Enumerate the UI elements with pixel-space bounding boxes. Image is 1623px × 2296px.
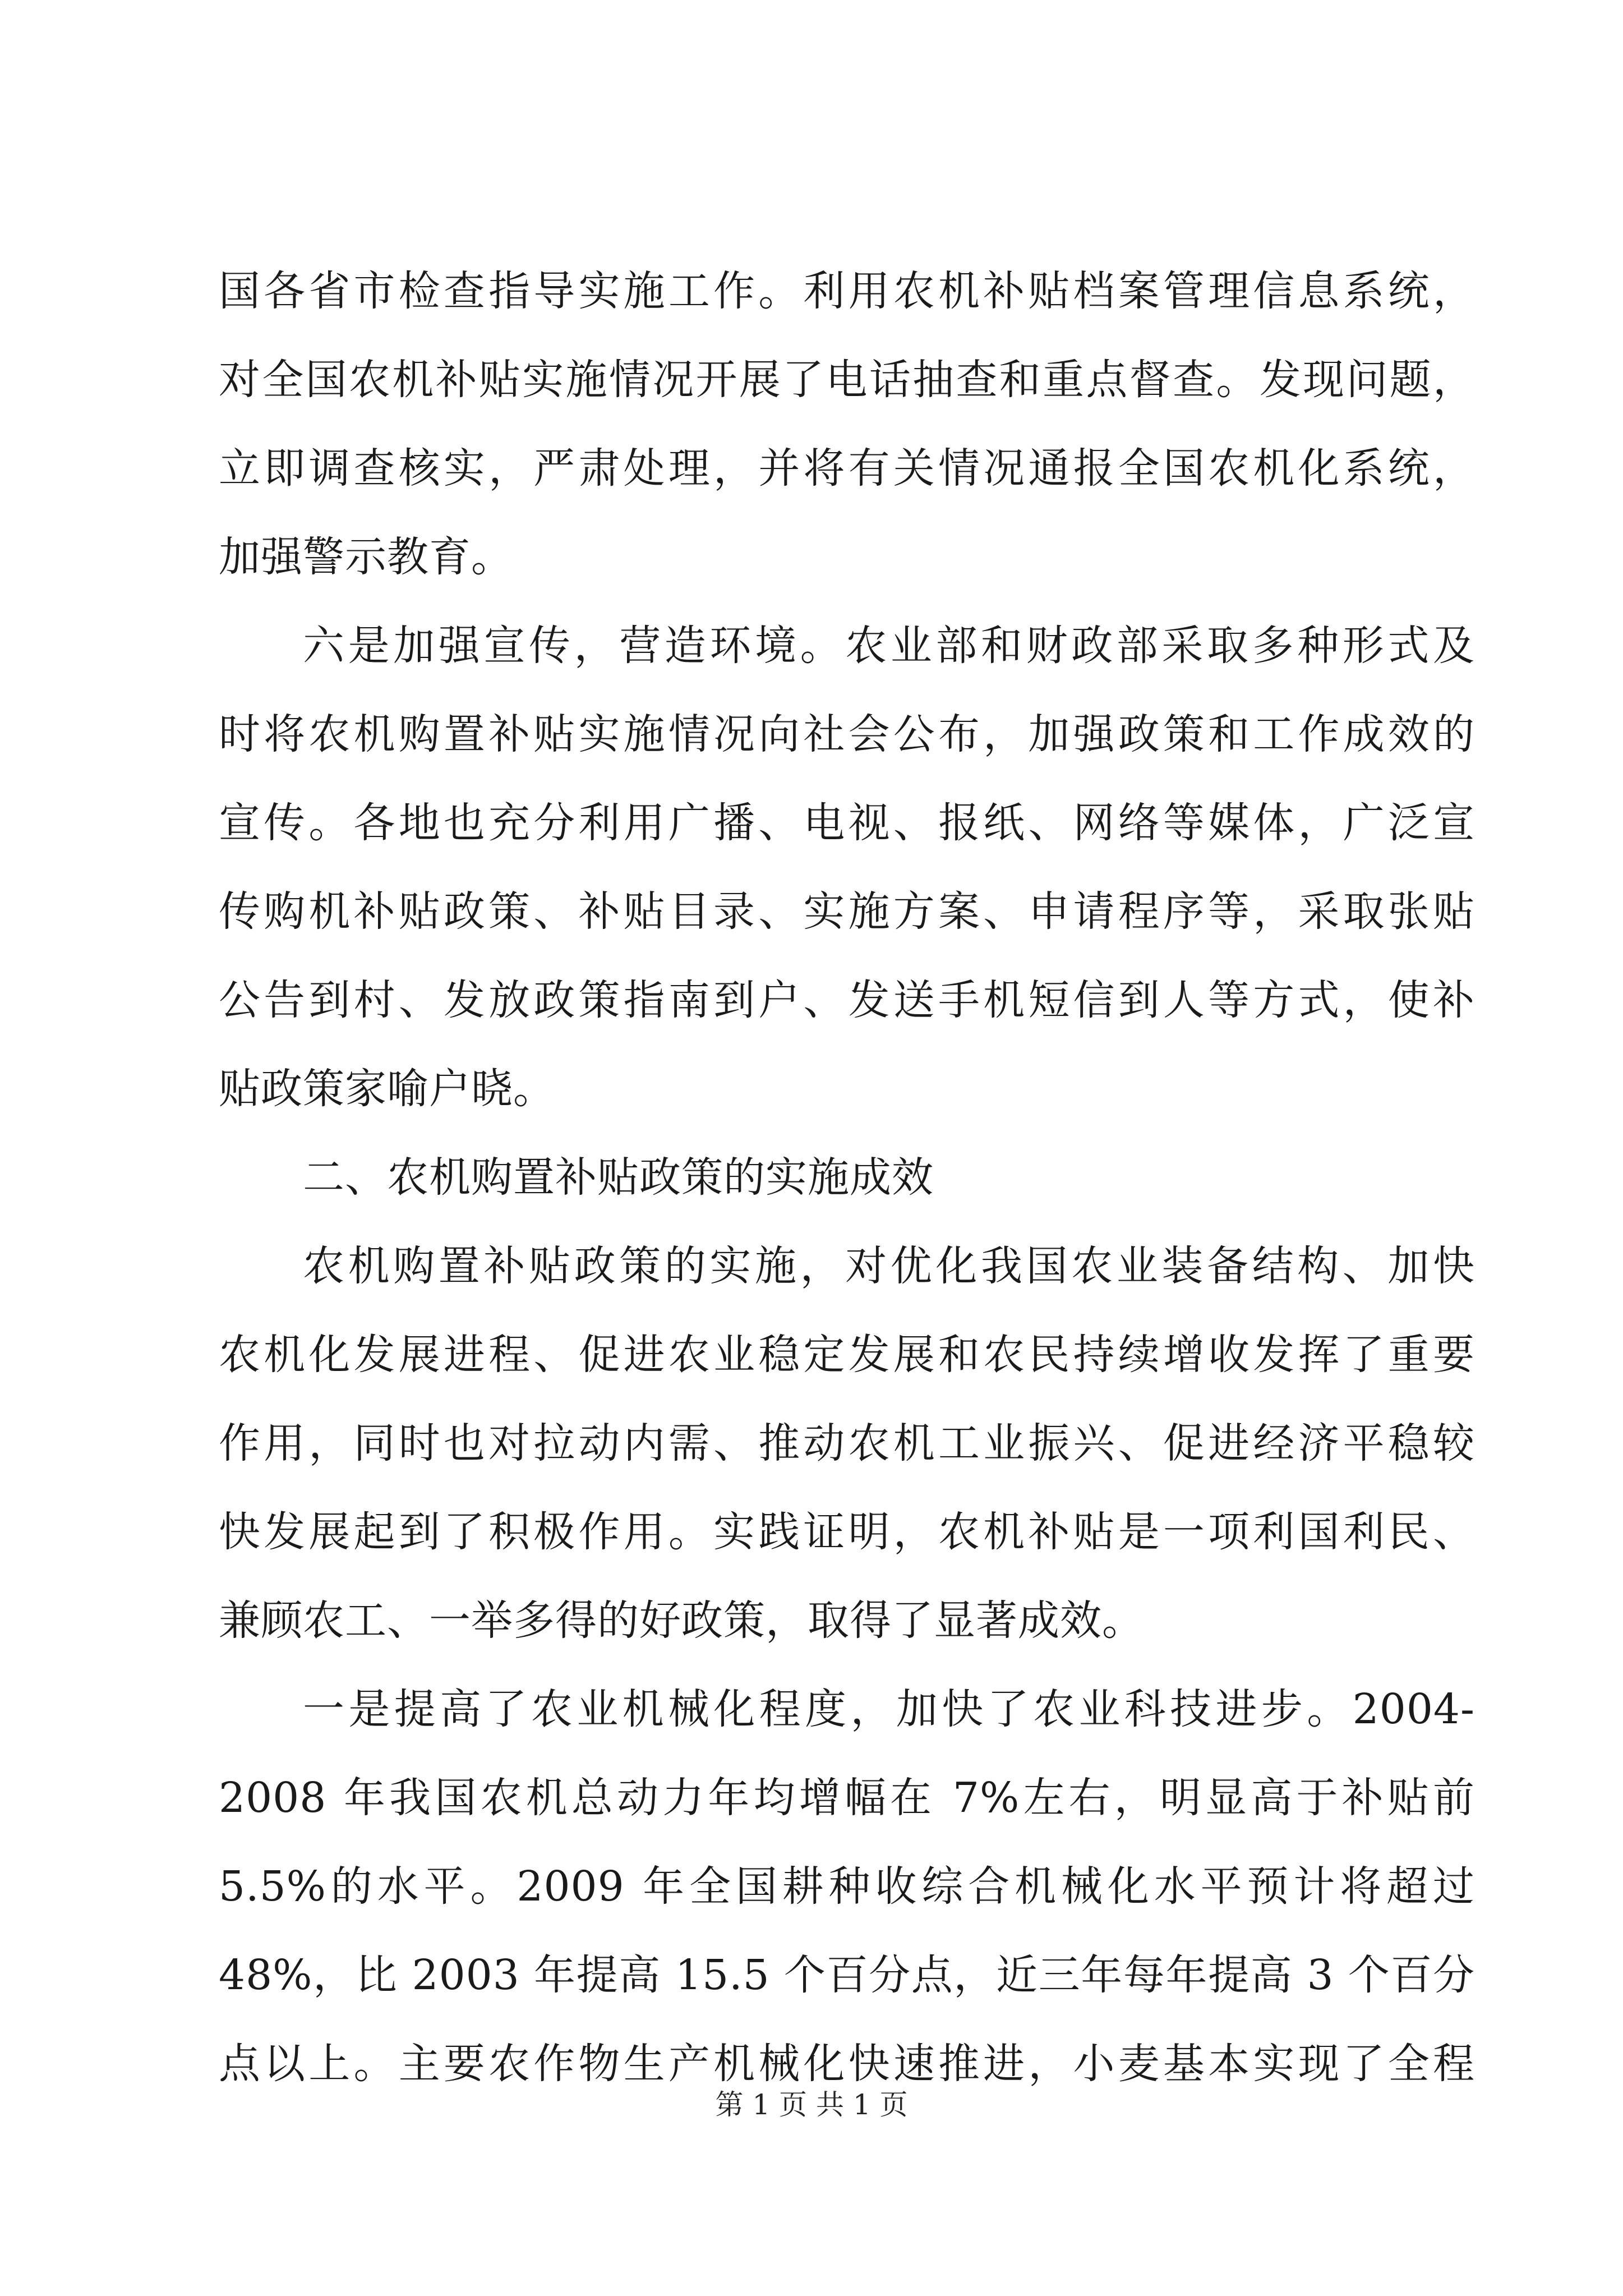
paragraph [219,1665,1475,2108]
text-line: 二、农机购置补贴政策的实施成效 [303,1153,934,1202]
paragraph [219,1222,1475,1665]
text-line: 农机购置补贴政策的实施，对优化我国农业装备结构、加快 [303,1242,1475,1290]
text-line: 5.5%的水平。2009 年全国耕种收综合机械化水平预计将超过 [219,1862,1475,1911]
paragraph [219,247,1475,601]
text-line: 时将农机购置补贴实施情况向社会公布，加强政策和工作成效的 [219,710,1475,758]
text-line: 六是加强宣传，营造环境。农业部和财政部采取多种形式及 [303,622,1475,670]
text-line: 一是提高了农业机械化程度，加快了农业科技进步。2004- [303,1685,1475,1733]
text-line: 宣传。各地也充分利用广播、电视、报纸、网络等媒体，广泛宣 [219,799,1475,847]
text-line: 国各省市检查指导实施工作。利用农机补贴档案管理信息系统， [219,267,1475,315]
text-line: 立即调查核实，严肃处理，并将有关情况通报全国农机化系统， [219,444,1475,493]
text-line: 兼顾农工、一举多得的好政策，取得了显著成效。 [219,1596,1144,1645]
text-line: 贴政策家喻户晓。 [219,1065,555,1113]
text-line: 农机化发展进程、促进农业稳定发展和农民持续增收发挥了重要 [219,1331,1475,1379]
section-heading [219,1133,1475,1222]
paragraph [219,601,1475,1133]
text-line: 对全国农机补贴实施情况开展了电话抽查和重点督查。发现问题， [219,356,1475,404]
text-line: 作用，同时也对拉动内需、推动农机工业振兴、促进经济平稳较 [219,1419,1475,1467]
text-line: 传购机补贴政策、补贴目录、实施方案、申请程序等，采取张贴 [219,887,1475,936]
page-number: 第 1 页 共 1 页 [715,2088,908,2121]
text-line: 点以上。主要农作物生产机械化快速推进，小麦基本实现了全程 [219,2040,1475,2088]
text-line: 48%，比 2003 年提高 15.5 个百分点，近三年每年提高 3 个百分 [219,1951,1475,1999]
text-line: 公告到村、发放政策指南到户、发送手机短信到人等方式，使补 [219,976,1475,1024]
text-line: 2008 年我国农机总动力年均增幅在 7%左右，明显高于补贴前 [219,1774,1475,1822]
text-line: 加强警示教育。 [219,533,513,581]
text-line: 快发展起到了积极作用。实践证明，农机补贴是一项利国利民、 [219,1508,1475,1556]
page-footer [0,2088,1623,2122]
document-body [219,247,1475,2108]
